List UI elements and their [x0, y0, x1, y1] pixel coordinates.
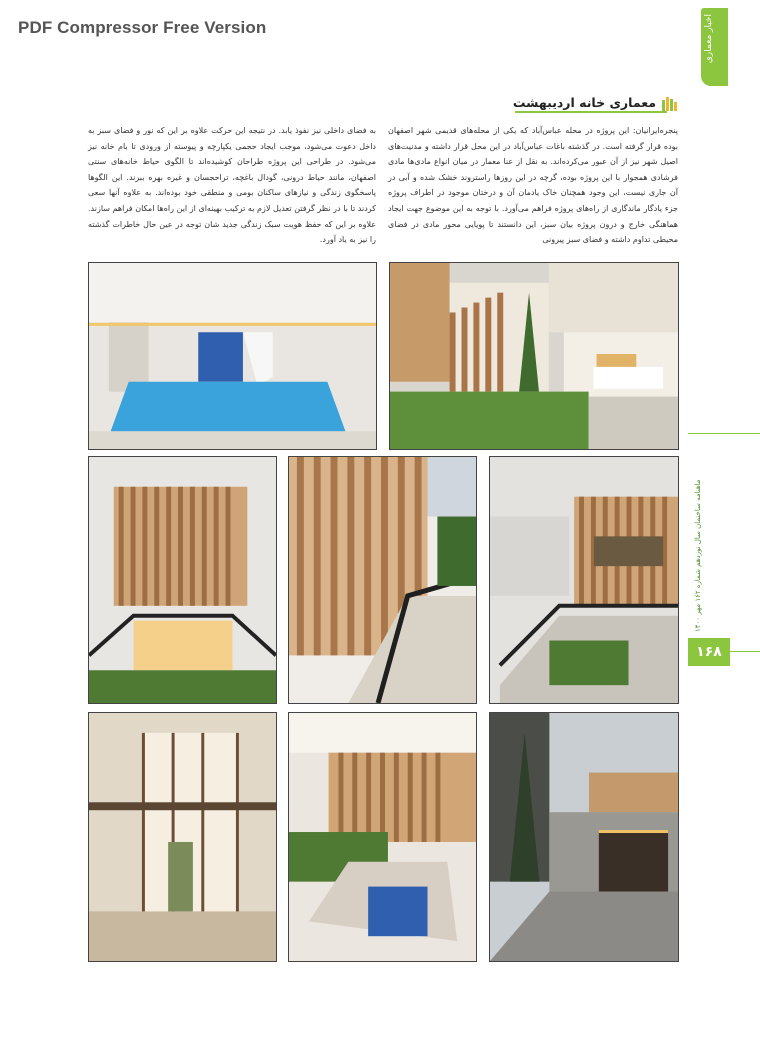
- photo-interior-glass-stair: [88, 712, 277, 962]
- section-tab-label: اخبار معماری: [704, 14, 714, 64]
- watermark: PDF Compressor Free Version: [18, 18, 267, 37]
- section-tab: [701, 8, 728, 86]
- photo-sunken-courtyard-aerial: [88, 456, 277, 704]
- text-column-right: پنجره‌ایرانیان: این پروژه در محله عباس‌آباد که یکی از محله‌های قدیمی شهر اصفهان بوده قرار گرفته است. در گذشته باغات عباس‌آباد در این محل قرار داشته و مدنیت‌های اصیل شهر نیز از آن عبور می‌کرده‌اند. به نقل از عنا معمار در میان انواع مادی‌ها مادی فرشادی همجوار با این پروژه بوده، گرچه در این روزها راستروند خشک شده و آبی در آن جاری نیست، این وجود همچنان خاک یادمان آن و درختان موجود در اطراف پروژه جزء یادگار ماندگاری از راه‌های پروژه فراهم می‌آورد. با توجه به این موضوع جهت ایجاد هماهنگی خارج و درون پروژه بیان سبز، این دانستند تا پویایی محور مادی در فضای محیطی تداوم داشته و فضای سبز پیرونی: [388, 126, 678, 245]
- photo-indoor-pool: [88, 262, 377, 450]
- photo-sunken-garden-planter: [288, 712, 477, 962]
- article-title: معماری خانه اردیبهشت: [512, 95, 656, 110]
- photo-facade-louvers: [489, 456, 679, 704]
- photo-stair-balcony: [288, 456, 477, 704]
- side-divider: [688, 433, 760, 434]
- building-icon: [662, 96, 678, 110]
- title-underline: [515, 111, 667, 113]
- text-column-left: به فضای داخلی نیز نفوذ یابد. در نتیجه این حرکت علاوه بر این که نور و فضای سبز به داخل دعوت می‌شود، موجب ایجاد حجمی یکپارچه و پیوسته از ورودی تا بام خانه نیز می‌شود. در طراحی این پروژه طراحان کوشیده‌اند تا الگوی حیاط خانه‌های سنتی اصفهان، مانند حیاط درونی، گودال باغچه، تراحجسان و غیره بهره ببرند. این الگوها پاسخگوی زندگی و نیازهای ساکنان بومی و منطقی خود بوده‌اند. به علاوه آنها سعی کردند تا با در نظر گرفتن تعدیل لازم به ترکیب بهینه‌ای از این راه‌ها امکان فراهم سازند. علاوه بر این که حفظ هویت سبک زندگی جدید شان توجه در عین حال خاطرات گذشته را نیز به یاد آورد.: [88, 126, 376, 245]
- issue-info: ماهنامه ساختمان سال نوزدهم شماره ۱۶۲ مهر ۱۴۰۰: [694, 479, 702, 632]
- article-title-block: [513, 95, 678, 110]
- page-number: ۱۶۸: [688, 638, 730, 666]
- photo-street-entrance: [489, 712, 679, 962]
- photo-courtyard-garden: [389, 262, 679, 450]
- page-number-rule: [730, 651, 760, 652]
